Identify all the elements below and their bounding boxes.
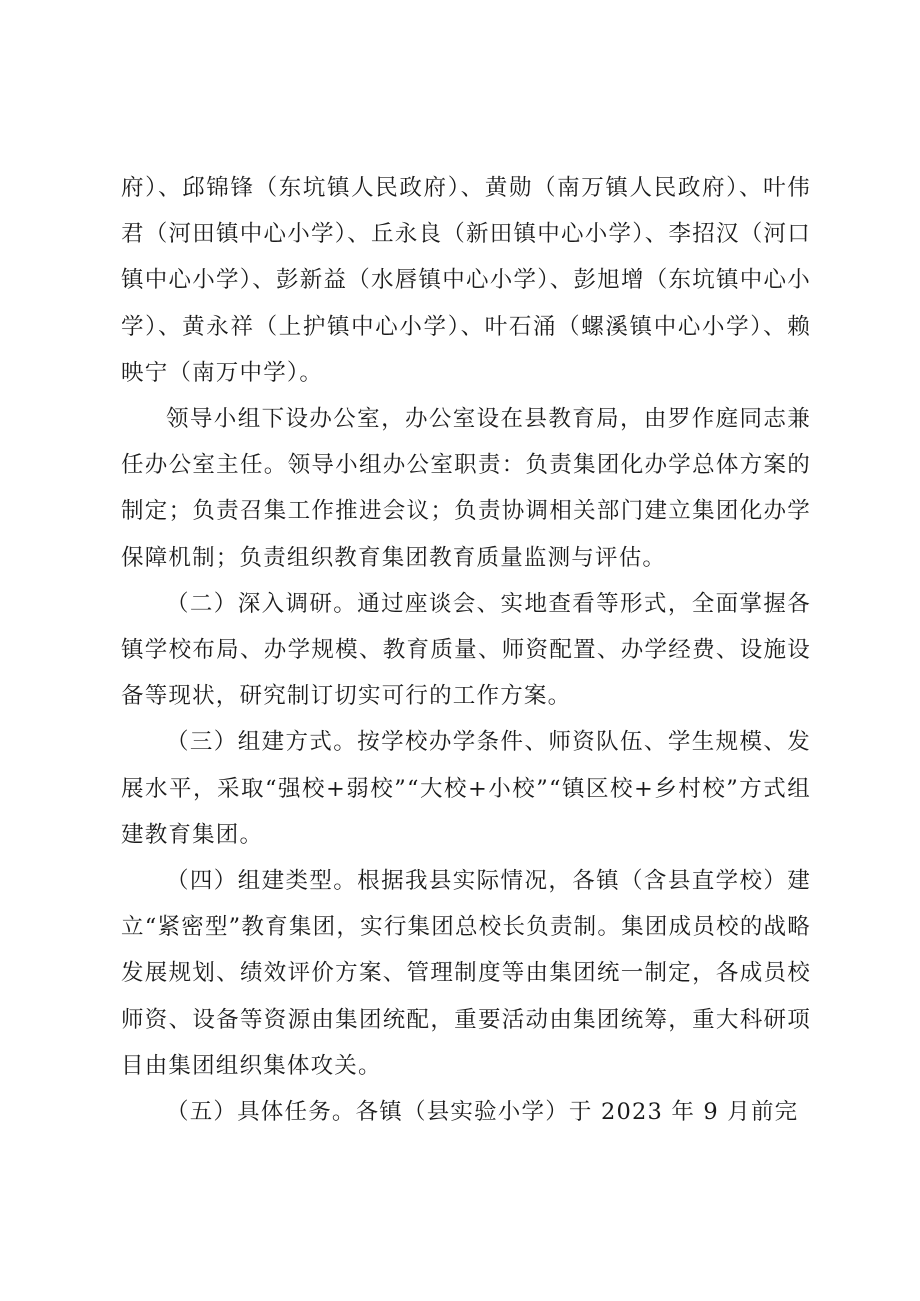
paragraph-specific-tasks: （五）具体任务。各镇（县实验小学）于 2023 年 9 月前完 bbox=[166, 1099, 799, 1126]
paragraph-research: （二）深入调研。通过座谈会、实地查看等形式，全面掌握各镇学校布局、办学规模、教育质量、师资配置、办学经费、设施设备等现状，研究制订切实可行的工作方案。 bbox=[121, 590, 811, 710]
paragraph-formation-type: （四）组建类型。根据我县实际情况，各镇（含县直学校）建立“紧密型”教育集团，实行集团总校长负责制。集团成员校的战略发展规划、绩效评价方案、管理制度等由集团统一制定，各成员校师资、设备等资源由集团统配，重要活动由集团统筹，重大科研项目由集团组织集体攻关。 bbox=[121, 868, 811, 1079]
paragraph-formation-method: （三）组建方式。按学校办学条件、师资队伍、学生规模、发展水平，采取“强校+弱校”“大校+小校”“镇区校+乡村校”方式组建教育集团。 bbox=[121, 729, 811, 848]
paragraph-member-list: 府）、邱锦锋（东坑镇人民政府）、黄勋（南万镇人民政府）、叶伟君（河田镇中心小学）、丘永良（新田镇中心小学）、李招汉（河口镇中心小学）、彭新益（水唇镇中心小学）、彭旭增（东坑镇中心小学）、黄永祥（上护镇中心小学）、叶石涌（螺溪镇中心小学）、赖映宁（南万中学）。 bbox=[121, 175, 811, 386]
document-body bbox=[121, 165, 811, 1135]
paragraph-leading-office: 领导小组下设办公室，办公室设在县教育局，由罗作庭同志兼任办公室主任。领导小组办公室职责：负责集团化办学总体方案的制定；负责召集工作推进会议；负责协调相关部门建立集团化办学保障机制；负责组织教育集团教育质量监测与评估。 bbox=[121, 406, 811, 571]
